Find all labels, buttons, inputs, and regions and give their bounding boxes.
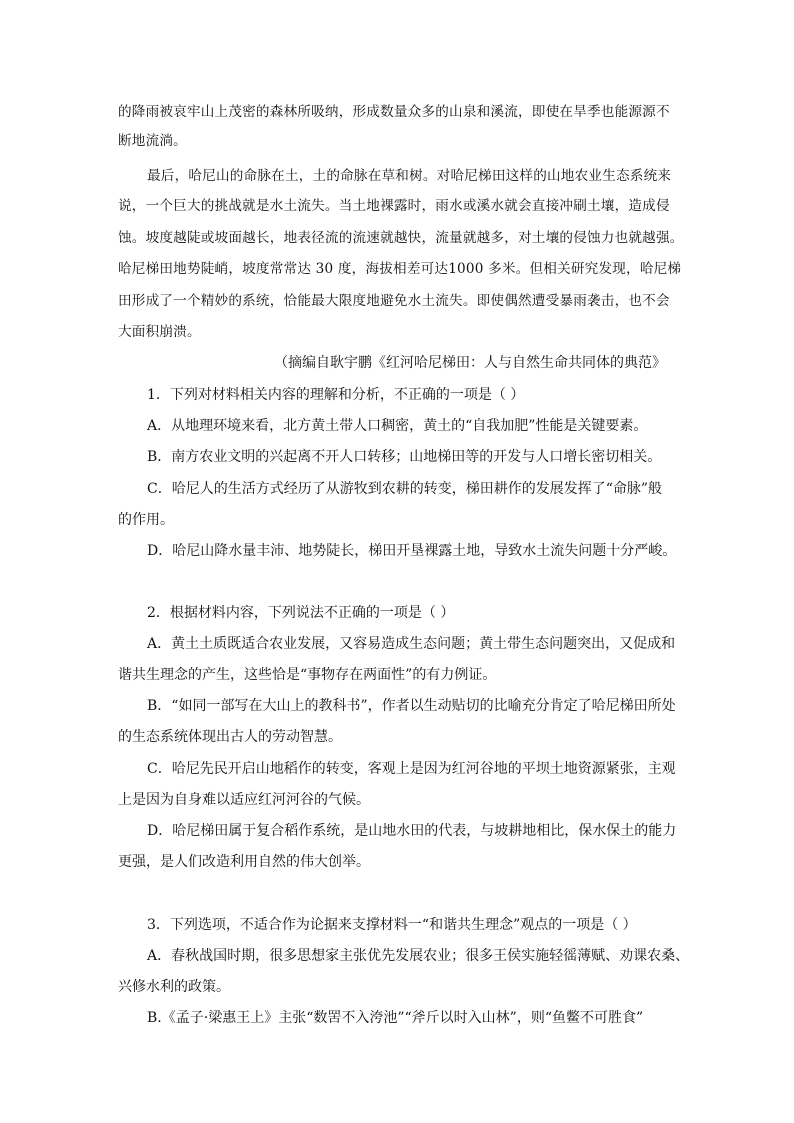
question-1-option-c: C．哈尼人的生活方式经历了从游牧到农耕的转变，梯田耕作的发展发挥了“命脉”般 <box>147 481 663 497</box>
passage-source: （摘编自耿宇鹏《红河哈尼梯田：人与自然生命共同体的典范》 <box>274 355 666 371</box>
passage-line: 最后，哈尼山的命脉在土，土的命脉在草和树。对哈尼梯田这样的山地农业生态系统来 <box>147 168 672 184</box>
passage-line: 蚀。坡度越陡或坡面越长，地表径流的流速就越快，流量就越多，对土壤的侵蚀力也就越强。 <box>118 230 684 246</box>
question-2-option-a-cont: 谐共生理念的产生，这些恰是“事物存在两面性”的有力例证。 <box>118 667 497 683</box>
passage-line: 说，一个巨大的挑战就是水土流失。当土地裸露时，雨水或溪水就会直接冲刷土壤，造成侵 <box>118 198 670 214</box>
question-1-option-d: D．哈尼山降水量丰沛、地势陡长，梯田开垦裸露土地，导致水土流失问题十分严峻。 <box>147 543 677 559</box>
question-1-option-c-cont: 的作用。 <box>118 512 174 528</box>
passage-line: 断地流淌。 <box>118 133 187 149</box>
question-2-option-d-cont: 更强，是人们改造利用自然的伟大创举。 <box>118 854 370 870</box>
passage-line: 大面积崩溃。 <box>118 324 201 340</box>
question-2-option-b: B．“如同一部写在大山上的教科书”，作者以生动贴切的比喻充分肯定了哈尼梯田所处 <box>147 698 676 714</box>
question-1-stem: 1．下列对材料相关内容的理解和分析，不正确的一项是（ ） <box>147 387 525 403</box>
question-3-option-a: A．春秋战国时期，很多思想家主张优先发展农业；很多王侯实施轻徭薄赋、劝课农桑、 <box>147 948 690 964</box>
passage-line: 的降雨被哀牢山上茂密的森林所吸纳，形成数量众多的山泉和溪流，即使在旱季也能源源不 <box>118 104 670 120</box>
passage-line: 田形成了一个精妙的系统，恰能最大限度地避免水土流失。即使偶然遭受暴雨袭击，也不会 <box>118 293 670 309</box>
passage-line: 哈尼梯田地势陡峭，坡度常常达 30 度，海拔相差可达1000 多米。但相关研究发现，哈尼梯 <box>118 261 682 277</box>
question-1-option-a: A．从地理环境来看，北方黄土带人口稠密，黄土的“自我加肥”性能是关键要素。 <box>147 418 648 434</box>
question-2-option-d: D．哈尼梯田属于复合稻作系统，是山地水田的代表，与坡耕地相比，保水保土的能力 <box>147 823 677 839</box>
question-3-option-a-cont: 兴修水利的政策。 <box>118 979 230 995</box>
question-2-option-b-cont: 的生态系统体现出古人的劳动智慧。 <box>118 729 342 745</box>
question-3-stem: 3．下列选项，不适合作为论据来支撑材料一“和谐共生理念”观点的一项是（ ） <box>147 917 637 933</box>
question-2-option-a: A．黄土土质既适合农业发展，又容易造成生态问题；黄土带生态问题突出，又促成和 <box>147 636 676 652</box>
question-1-option-b: B．南方农业文明的兴起离不开人口转移；山地梯田等的开发与人口增长密切相关。 <box>147 449 662 465</box>
question-2-stem: 2．根据材料内容，下列说法不正确的一项是（ ） <box>147 605 455 621</box>
question-2-option-c: C．哈尼先民开启山地稻作的转变，客观上是因为红河谷地的平坝土地资源紧张，主观 <box>147 761 676 777</box>
question-3-option-b: B.《孟子·梁惠王上》主张“数罟不入洿池”“斧斤以时入山林”，则“鱼鳖不可胜食” <box>147 1010 644 1026</box>
question-2-option-c-cont: 上是因为自身难以适应红河河谷的气候。 <box>118 792 370 808</box>
